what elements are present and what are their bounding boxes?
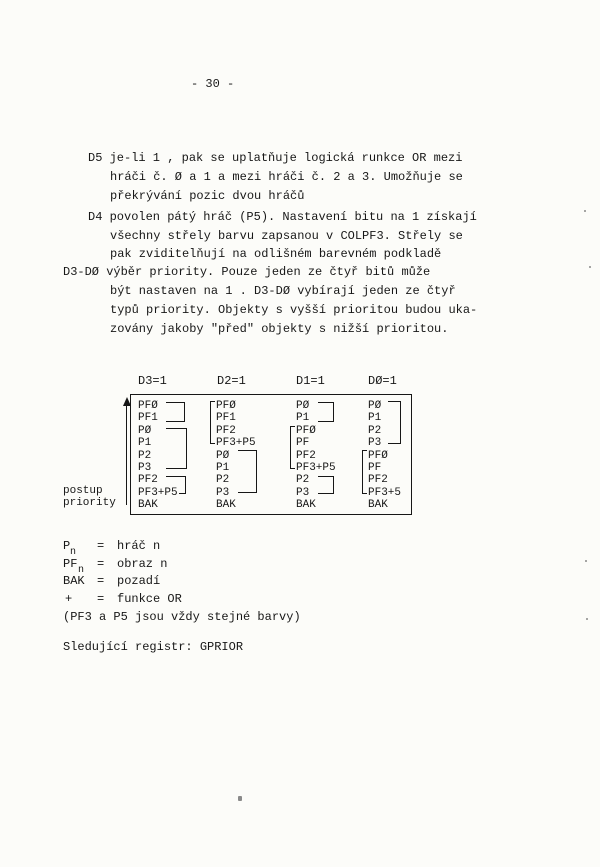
priority-cell: P1 xyxy=(138,437,152,450)
priority-cell: PØ xyxy=(368,400,382,412)
priority-cell: P2 xyxy=(216,474,230,487)
legend-meaning: hráč n xyxy=(117,539,161,553)
d3-line: typů priority. Objekty s vyšší prioritou budou uka- xyxy=(110,303,478,317)
legend-symbol: + xyxy=(65,592,73,606)
column-header: D1=1 xyxy=(296,374,325,388)
d3-line: být nastaven na 1 . D3-DØ vybírají jeden ze čtyř xyxy=(110,284,456,298)
priority-cell: P3 xyxy=(368,437,382,450)
legend-subscript: n xyxy=(78,565,85,576)
d3-line: zovány jakoby "před" objekty s nižší prioritou. xyxy=(110,322,449,336)
d4-line: D4 povolen pátý hráč (P5). Nastavení bitu na 1 získají xyxy=(88,210,477,224)
column-header: DØ=1 xyxy=(368,374,397,388)
column-header: D3=1 xyxy=(138,374,167,388)
legend-symbol: BAK xyxy=(63,574,85,588)
group-bracket xyxy=(318,402,334,422)
d5-line: překrývání pozic dvou hráčů xyxy=(110,189,305,203)
priority-cell: BAK xyxy=(368,499,388,512)
priority-cell: PF1 xyxy=(216,412,236,425)
priority-cell: BAK xyxy=(138,499,158,512)
priority-arrow xyxy=(126,404,127,505)
arrow-up-icon xyxy=(123,397,131,406)
scan-speck xyxy=(585,560,587,562)
page-number: - 30 - xyxy=(191,77,235,91)
priority-cell: P3 xyxy=(296,486,310,499)
axis-label: priority xyxy=(63,497,116,509)
group-bracket xyxy=(210,401,215,444)
priority-cell: P3 xyxy=(216,486,230,499)
legend-equals: = xyxy=(97,592,105,606)
legend-symbol: P xyxy=(63,539,71,553)
priority-cell: BAK xyxy=(296,499,316,512)
priority-cell: PF1 xyxy=(138,412,158,425)
register-reference: Sledující registr: GPRIOR xyxy=(63,640,244,654)
scan-speck xyxy=(584,210,586,212)
group-bracket xyxy=(179,493,186,494)
priority-cell: P1 xyxy=(368,412,382,425)
scan-speck xyxy=(589,266,591,268)
legend-meaning: funkce OR xyxy=(117,592,182,606)
legend-meaning: pozadí xyxy=(117,574,161,588)
priority-cell: P1 xyxy=(216,461,230,474)
group-bracket xyxy=(238,450,257,493)
priority-cell: PFØ xyxy=(138,400,158,412)
priority-cell: PF3+5 xyxy=(368,486,402,499)
priority-cell: PF2 xyxy=(368,474,388,487)
legend-meaning: obraz n xyxy=(117,557,168,571)
legend-equals: = xyxy=(97,557,105,571)
priority-cell: P2 xyxy=(138,449,152,462)
column-header: D2=1 xyxy=(217,374,246,388)
d5-line: hráči č. Ø a 1 a mezi hráči č. 2 a 3. Umožňuje se xyxy=(110,170,463,184)
priority-cell: PFØ xyxy=(296,424,316,437)
scan-speck xyxy=(238,796,242,801)
d3-line: D3-DØ výběr priority. Pouze jeden ze čtyř bitů může xyxy=(63,265,431,279)
priority-cell: P1 xyxy=(296,412,310,425)
priority-cell: PFØ xyxy=(216,400,236,412)
group-bracket xyxy=(166,428,187,469)
priority-cell: PF3+P5 xyxy=(296,461,336,474)
legend-note: (PF3 a P5 jsou vždy stejné barvy) xyxy=(63,610,301,624)
group-bracket xyxy=(318,476,334,494)
priority-cell: PØ xyxy=(296,400,310,412)
priority-cell: PF3+P5 xyxy=(216,437,256,450)
priority-cell: PF2 xyxy=(216,424,236,437)
legend-equals: = xyxy=(97,539,105,553)
scan-speck xyxy=(586,618,588,620)
group-bracket xyxy=(166,402,185,422)
d4-line: pak zviditelňují na odlišném barevném podkladě xyxy=(110,247,442,261)
legend-equals: = xyxy=(97,574,105,588)
group-bracket xyxy=(166,476,186,494)
d4-line: všechny střely barvu zapsanou v COLPF3. Střely se xyxy=(110,229,463,243)
priority-cell: PF2 xyxy=(138,474,158,487)
d5-line: D5 je-li 1 , pak se uplatňuje logická runkce OR mezi xyxy=(88,151,463,165)
axis-label: postup xyxy=(63,485,103,497)
group-bracket xyxy=(388,401,401,444)
priority-cell: P3 xyxy=(138,461,152,474)
group-bracket xyxy=(362,450,367,494)
priority-cell: PF xyxy=(368,461,382,474)
priority-cell: PFØ xyxy=(368,449,388,462)
group-bracket xyxy=(290,426,295,469)
priority-cell: BAK xyxy=(216,499,236,512)
priority-cell: PF2 xyxy=(296,449,316,462)
priority-cell: P2 xyxy=(368,424,382,437)
priority-cell: P2 xyxy=(296,474,310,487)
legend-subscript: n xyxy=(70,547,77,558)
priority-cell: PØ xyxy=(138,424,152,437)
priority-cell: PF xyxy=(296,437,310,450)
legend-symbol: PF xyxy=(63,557,78,571)
priority-cell: PF3+P5 xyxy=(138,486,178,499)
priority-cell: PØ xyxy=(216,449,230,462)
